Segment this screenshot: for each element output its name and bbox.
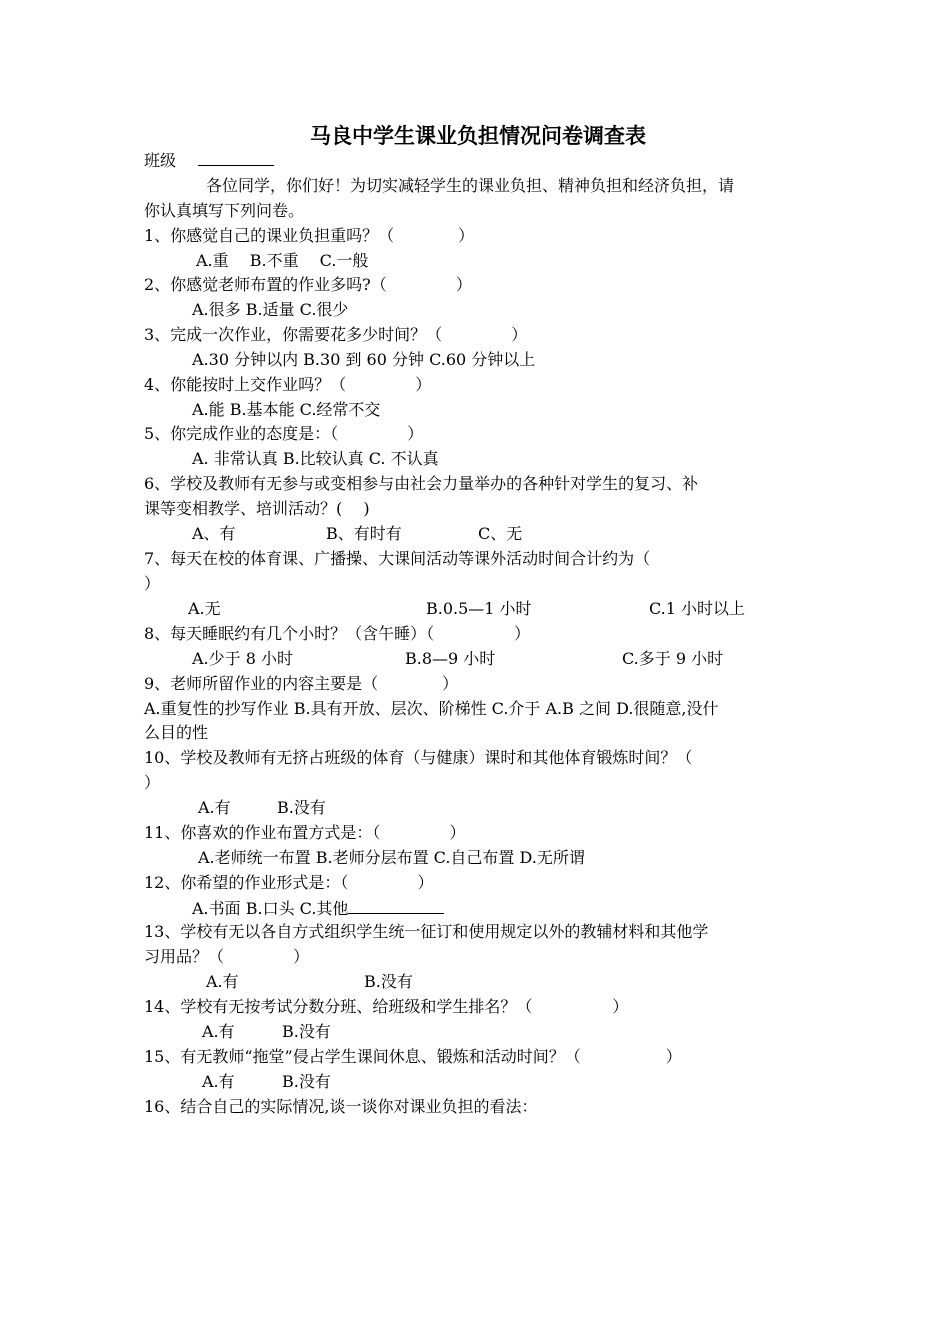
option-c: C.1 小时以上: [649, 599, 746, 618]
question-6-line-1: 6、学校及教师有无参与或变相参与由社会力量举办的各种针对学生的复习、补: [144, 474, 699, 493]
question-14-options: [144, 1020, 812, 1044]
option-a: A、有: [192, 524, 236, 543]
question-12: 12、你希望的作业形式是：（ ）: [144, 873, 434, 892]
question-12-options: [192, 896, 444, 920]
option-a: A.有: [202, 1022, 235, 1041]
option-b: B.没有: [364, 972, 413, 991]
question-7-line-2: ）: [144, 574, 161, 593]
question-7-line-1: 7、每天在校的体育课、广播操、大课间活动等课外活动时间合计约为（: [144, 549, 651, 568]
option-b: B.0.5—1 小时: [426, 599, 532, 618]
question-10-options: [144, 796, 812, 820]
question-13-line-2: 习用品？（ ）: [144, 947, 310, 966]
question-15-options: [144, 1070, 812, 1094]
question-4-options: A.能 B.基本能 C.经常不交: [192, 400, 381, 419]
question-11-options: A.老师统一布置 B.老师分层布置 C.自己布置 D.无所谓: [198, 848, 585, 867]
question-12-options-text: A.书面 B.口头 C.其他: [192, 899, 349, 918]
question-3-options: A.30 分钟以内 B.30 到 60 分钟 C.60 分钟以上: [192, 350, 536, 369]
question-14: 14、学校有无按考试分数分班、给班级和学生排名？（ ）: [144, 997, 629, 1016]
question-1-options: A.重 B.不重 C.一般: [196, 251, 369, 270]
option-a: A.有: [206, 972, 239, 991]
option-a: A.无: [188, 599, 221, 618]
question-9-options-line-2: 么目的性: [144, 723, 209, 742]
option-b: B.没有: [282, 1022, 331, 1041]
question-15: 15、有无教师“拖堂”侵占学生课间休息、锻炼和活动时间？（ ）: [144, 1047, 682, 1066]
question-13-options: [144, 970, 812, 994]
class-field-row: [144, 148, 274, 172]
question-10-line-1: 10、学校及教师有无挤占班级的体育（与健康）课时和其他体育锻炼时间？（: [144, 748, 693, 767]
option-b: B.8—9 小时: [405, 649, 496, 668]
question-2: 2、你感觉老师布置的作业多吗?（ ）: [144, 275, 472, 294]
question-7-options: [144, 597, 812, 621]
question-8: 8、每天睡眠约有几个小时？（含午睡）（ ）: [144, 624, 531, 643]
option-a: A.少于 8 小时: [192, 649, 293, 668]
questionnaire-page: [144, 0, 812, 1344]
question-6-options: [144, 522, 812, 546]
question-5-options: A. 非常认真 B.比较认真 C. 不认真: [192, 449, 439, 468]
intro-line-2: 你认真填写下列问卷。: [144, 201, 305, 220]
option-b: B、有时有: [326, 524, 402, 543]
intro-line-1: 各位同学，你们好！为切实减轻学生的课业负担、精神负担和经济负担，请: [206, 176, 735, 195]
class-label: 班级: [144, 151, 177, 170]
page-title: 马良中学生课业负担情况问卷调查表: [310, 123, 646, 148]
class-blank[interactable]: [198, 148, 274, 166]
question-13-line-1: 13、学校有无以各自方式组织学生统一征订和使用规定以外的教辅材料和其他学: [144, 922, 709, 941]
question-9-options-line-1: A.重复性的抄写作业 B.具有开放、层次、阶梯性 C.介于 A.B 之间 D.很随意,没什: [144, 699, 719, 718]
option-c: C、无: [478, 524, 523, 543]
option-b: B.没有: [282, 1072, 331, 1091]
question-3: 3、完成一次作业，你需要花多少时间？（ ）: [144, 325, 528, 344]
question-6-line-2: 课等变相教学、培训活动？( ): [144, 499, 370, 518]
question-10-line-2: ）: [144, 773, 161, 792]
option-a: A.有: [198, 798, 231, 817]
option-c: C.多于 9 小时: [622, 649, 724, 668]
question-16: 16、结合自己的实际情况,谈一谈你对课业负担的看法：: [144, 1097, 538, 1116]
question-1: 1、你感觉自己的课业负担重吗？（ ）: [144, 226, 475, 245]
question-11: 11、你喜欢的作业布置方式是：（ ）: [144, 823, 466, 842]
other-blank[interactable]: [348, 896, 444, 914]
question-9: 9、老师所留作业的内容主要是（ ）: [144, 674, 459, 693]
question-5: 5、你完成作业的态度是：（ ）: [144, 424, 424, 443]
option-a: A.有: [202, 1072, 235, 1091]
question-4: 4、你能按时上交作业吗？（ ）: [144, 375, 432, 394]
question-8-options: [144, 647, 812, 671]
question-2-options: A.很多 B.适量 C.很少: [192, 300, 349, 319]
option-b: B.没有: [277, 798, 326, 817]
